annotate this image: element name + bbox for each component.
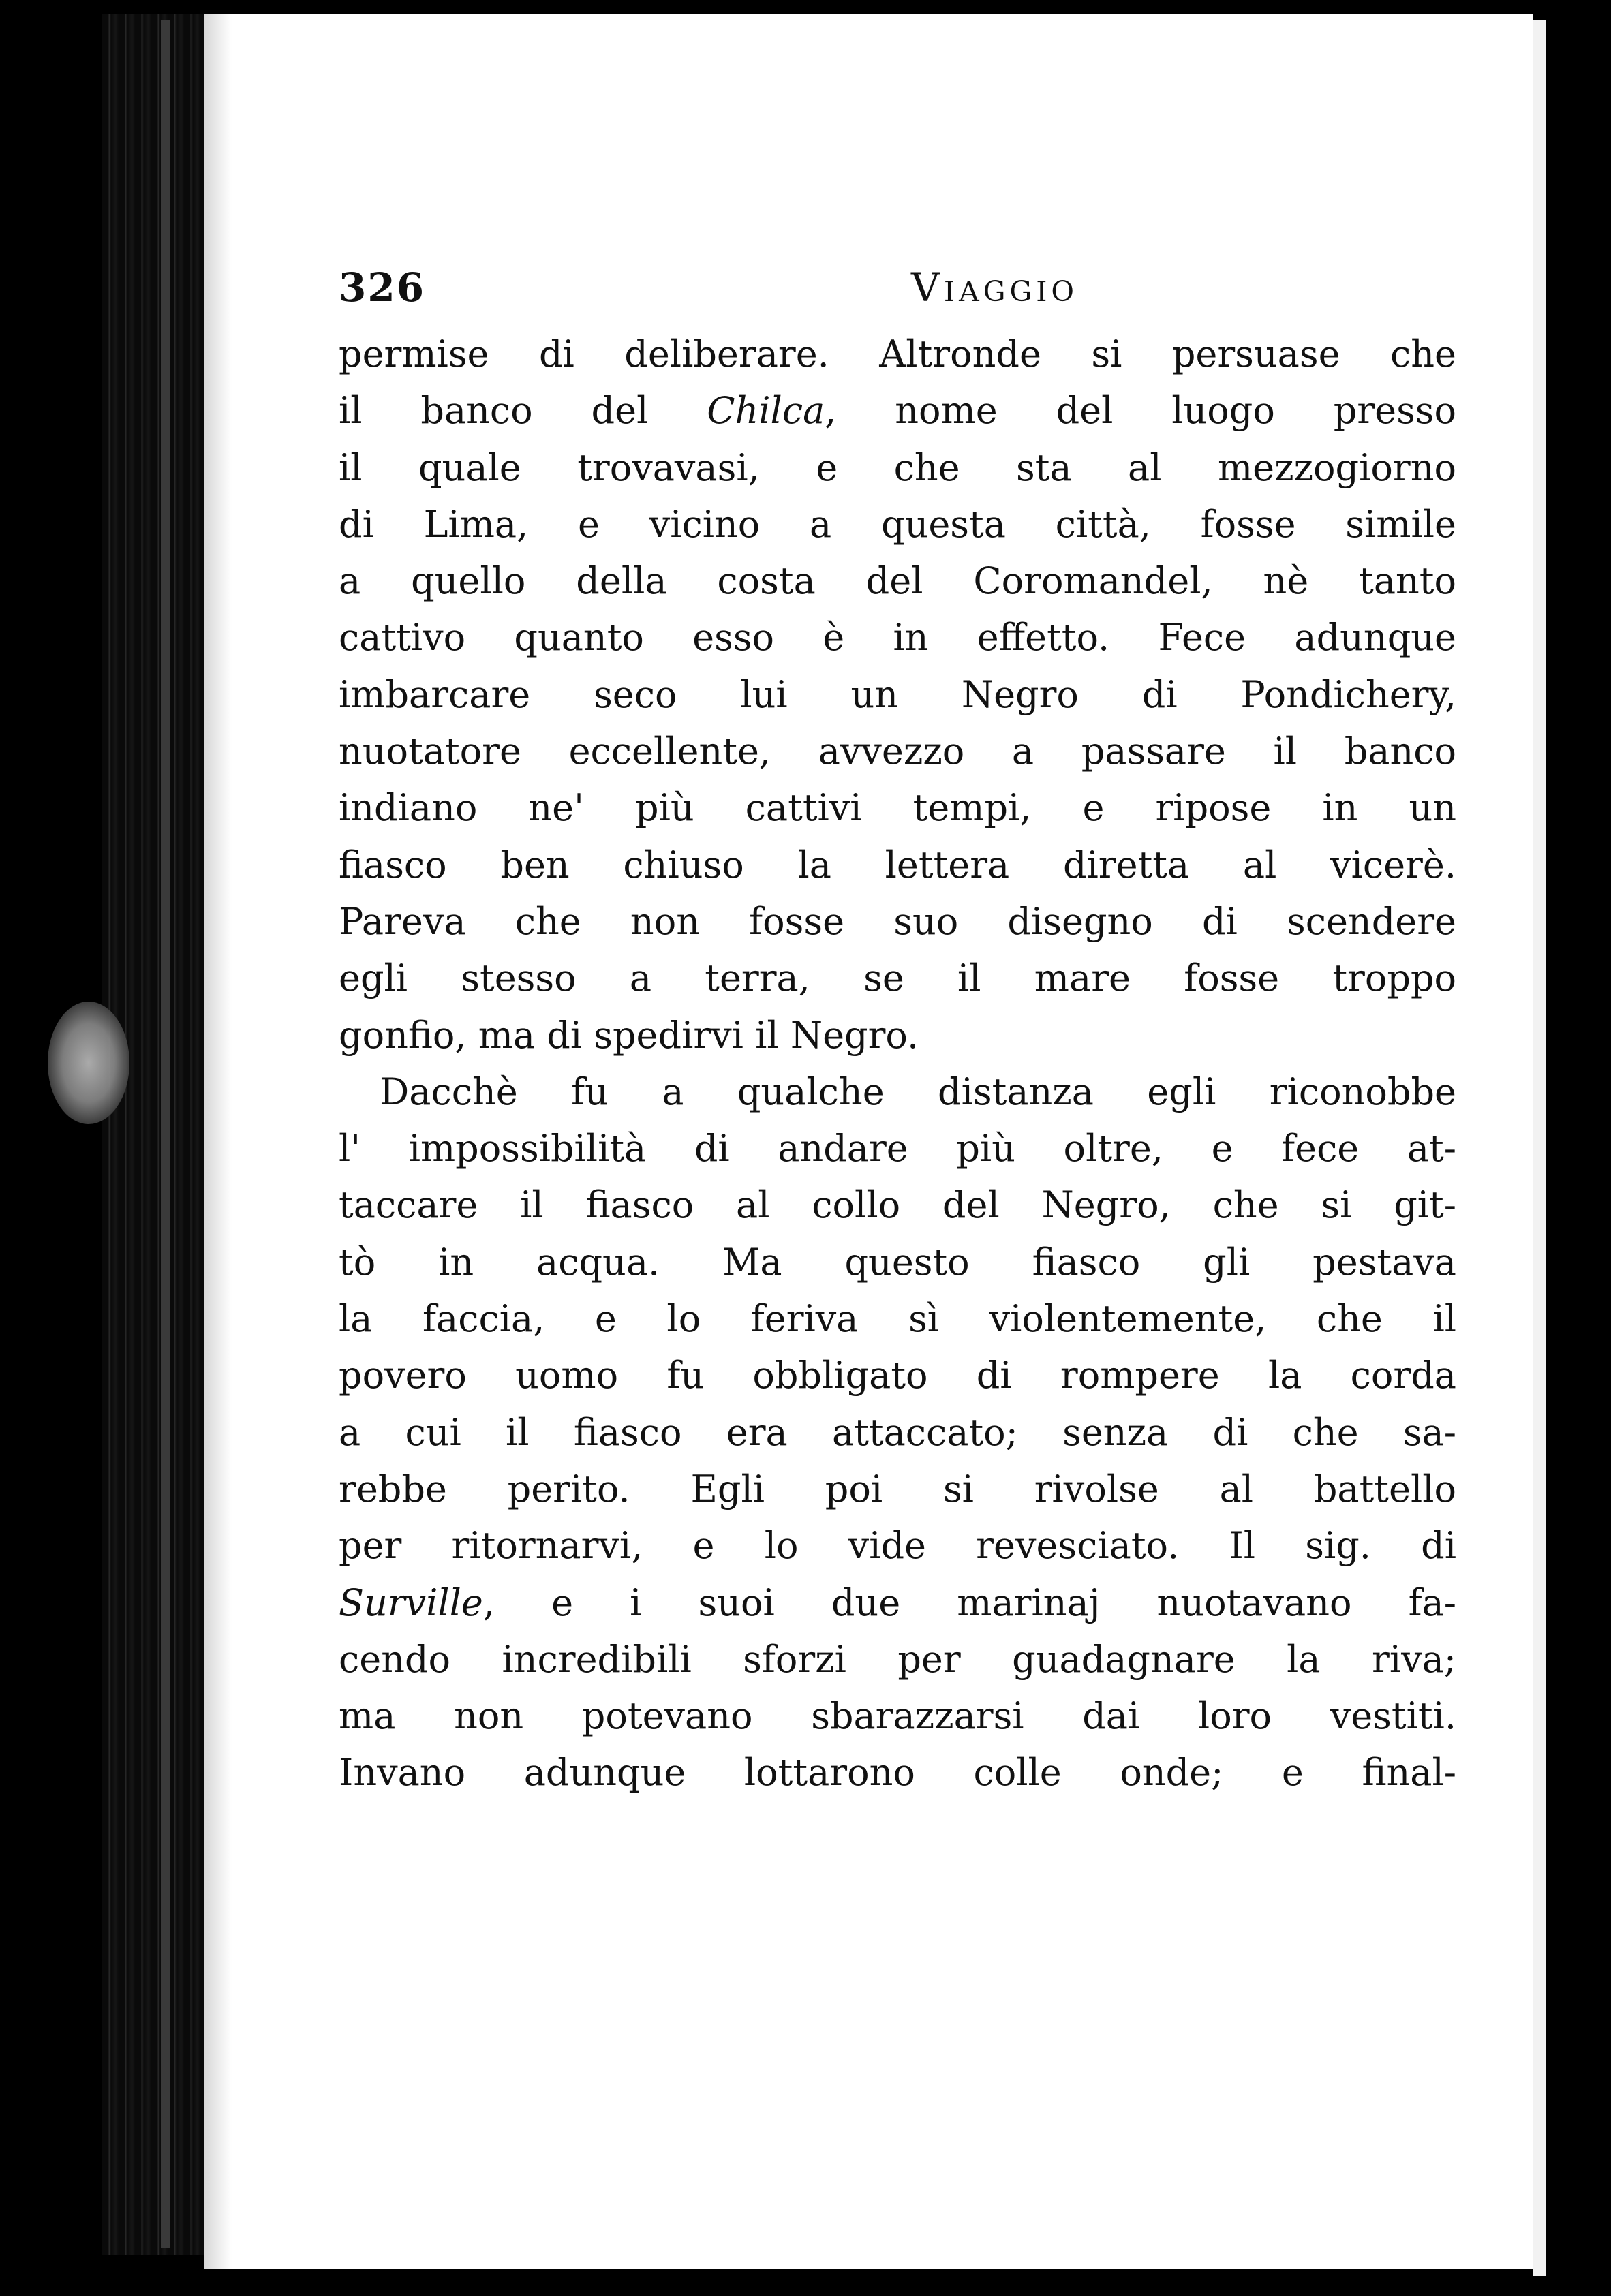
text-line: fiasco ben chiuso la lettera diretta al vicerè. (339, 843, 1456, 886)
body-text (339, 326, 1456, 1801)
text-line: rebbe perito. Egli poi si rivolse al battello (339, 1467, 1456, 1510)
text-line: per ritornarvi, e lo vide revesciato. Il sig. di (339, 1524, 1456, 1568)
text-line: a cui il fiasco era attaccato; senza di che sa- (339, 1410, 1456, 1454)
text-line: taccare il fiasco al collo del Negro, che si git- (339, 1183, 1456, 1227)
text-line: nuotatore eccellente, avvezzo a passare il banco (339, 730, 1456, 773)
text-line: gonfio, ma di spedirvi il Negro. (339, 1013, 919, 1057)
text-line: l' impossibilità di andare più oltre, e fece at- (339, 1127, 1456, 1170)
text-line: cendo incredibili sforzi per guadagnare la riva; (339, 1637, 1456, 1681)
text-line: imbarcare seco lui un Negro di Pondichery, (339, 672, 1456, 716)
text-segment: , nome del luogo presso (825, 389, 1456, 433)
italic-proper-name: Chilca (707, 389, 825, 433)
text-line: egli stesso a terra, se il mare fosse troppo (339, 957, 1456, 1000)
text-line: povero uomo fu obbligato di rompere la corda (339, 1354, 1456, 1397)
text-line: Pareva che non fosse suo disegno di scendere (339, 899, 1456, 943)
right-page-edge (1533, 20, 1546, 2276)
page-header (339, 264, 1456, 319)
text-line: Dacchè fu a qualche distanza egli riconobbe (380, 1070, 1456, 1113)
page-number: 326 (339, 264, 426, 311)
text-line: a quello della costa del Coromandel, nè tanto (339, 559, 1456, 603)
running-title: Viaggio (911, 264, 1079, 311)
text-segment: il banco del (339, 389, 707, 433)
italic-proper-name: Surville (339, 1581, 483, 1624)
worn-blotch (48, 1002, 129, 1124)
text-line (339, 382, 1456, 439)
text-line: permise di deliberare. Altronde si persuase che (339, 332, 1456, 375)
page-stack-edge (161, 20, 170, 2248)
text-line: ma non potevano sbarazzarsi dai loro vestiti. (339, 1694, 1456, 1738)
text-line: tò in acqua. Ma questo fiasco gli pestava (339, 1240, 1456, 1284)
text-line: la faccia, e lo feriva sì violentemente, che il (339, 1297, 1456, 1341)
text-line: Invano adunque lottarono colle onde; e final- (339, 1751, 1456, 1795)
text-line: indiano ne' più cattivi tempi, e ripose in un (339, 786, 1456, 830)
text-line: il quale trovavasi, e che sta al mezzogiorno (339, 446, 1456, 489)
text-line (339, 1574, 1456, 1631)
text-line: cattivo quanto esso è in effetto. Fece adunque (339, 616, 1456, 660)
gutter-shadow (204, 14, 232, 2269)
text-segment: , e i suoi due marinaj nuotavano fa- (482, 1581, 1456, 1624)
text-line: di Lima, e vicino a questa città, fosse simile (339, 502, 1456, 546)
